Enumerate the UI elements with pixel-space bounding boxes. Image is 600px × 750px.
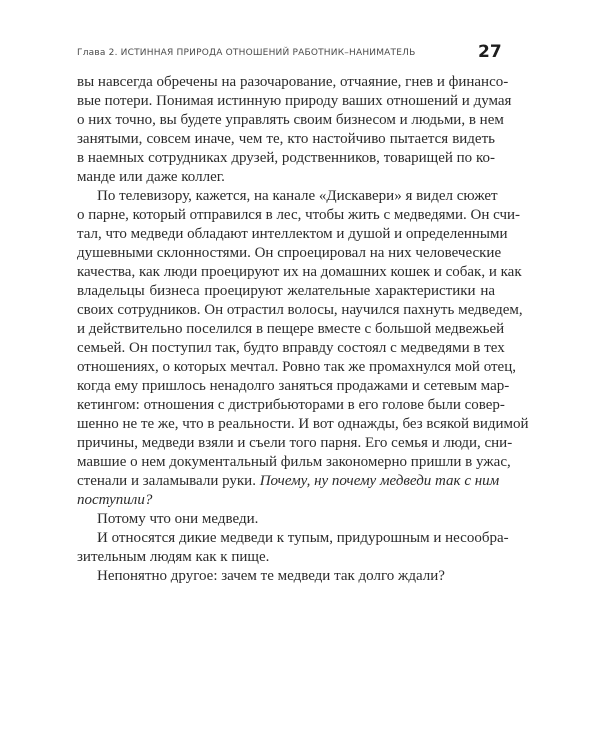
text-line: вые потери. Понимая истинную природу ваших отношений и думая: [77, 93, 512, 109]
text-line: своих сотрудников. Он отрастил волосы, научился пахнуть медведем,: [77, 302, 523, 318]
text-line: И относятся дикие медведи к тупым, придурошным и несообра-: [97, 530, 509, 546]
text-line: зительным людям как к пище.: [77, 549, 270, 565]
italic-question: Почему, ну почему медведи так с ним: [259, 473, 500, 489]
text-line: причины, медведи взяли и съели того парня. Его семья и люди, сни-: [77, 435, 513, 451]
text-line: о парне, который отправился в лес, чтобы жить с медведями. Он счи-: [77, 207, 521, 223]
text-line: Потому что они медведи.: [97, 511, 259, 527]
text-line: занятыми, совсем иначе, чем те, кто настойчиво пытается видеть: [77, 131, 495, 147]
italic-question-end: поступили?: [77, 492, 153, 508]
text-line: владельцы бизнеса проецируют желательные характеристики на: [77, 283, 495, 299]
running-header: Глава 2. ИСТИННАЯ ПРИРОДА ОТНОШЕНИЙ РАБОТНИК–НАНИМАТЕЛЬ: [77, 48, 416, 58]
text-line: душевными склонностями. Он спроецировал на них человеческие: [77, 245, 502, 261]
page-number: 27: [478, 42, 502, 62]
text-fragment: стенали и заламывали руки.: [77, 473, 256, 489]
text-line: отношениях, о которых мечтал. Ровно так же промахнулся мой отец,: [77, 359, 516, 375]
text-line: когда ему пришлось ненадолго заняться продажами и сетевым мар-: [77, 378, 510, 394]
text-line: о них точно, вы будете управлять своим бизнесом и людьми, в нем: [77, 112, 504, 128]
text-line: По телевизору, кажется, на канале «Дискавери» я видел сюжет: [97, 188, 498, 204]
text-line: манде или даже коллег.: [77, 169, 225, 185]
body-text: [77, 73, 529, 586]
text-line: Непонятно другое: зачем те медведи так долго ждали?: [97, 568, 445, 584]
text-line: семьей. Он поступил так, будто вправду состоял с медведями в тех: [77, 340, 505, 356]
text-line: вы навсегда обречены на разочарование, отчаяние, гнев и финансо-: [77, 74, 509, 90]
text-line: кетингом: отношения с дистрибьюторами в его голове были совер-: [77, 397, 505, 413]
text-line: шенно не те же, что в реальности. И вот однажды, без всякой видимой: [77, 416, 529, 432]
text-line: качества, как люди проецируют их на домашних кошек и собак, и как: [77, 264, 522, 280]
text-line-with-italic: [77, 472, 500, 491]
text-line: мавшие о нем документальный фильм закономерно пришли в ужас,: [77, 454, 511, 470]
text-line: тал, что медведи обладают интеллектом и душой и определенными: [77, 226, 508, 242]
text-line: и действительно поселился в пещере вместе с большой медвежьей: [77, 321, 505, 337]
text-line: в наемных сотрудниках друзей, родственников, товарищей по ко-: [77, 150, 495, 166]
